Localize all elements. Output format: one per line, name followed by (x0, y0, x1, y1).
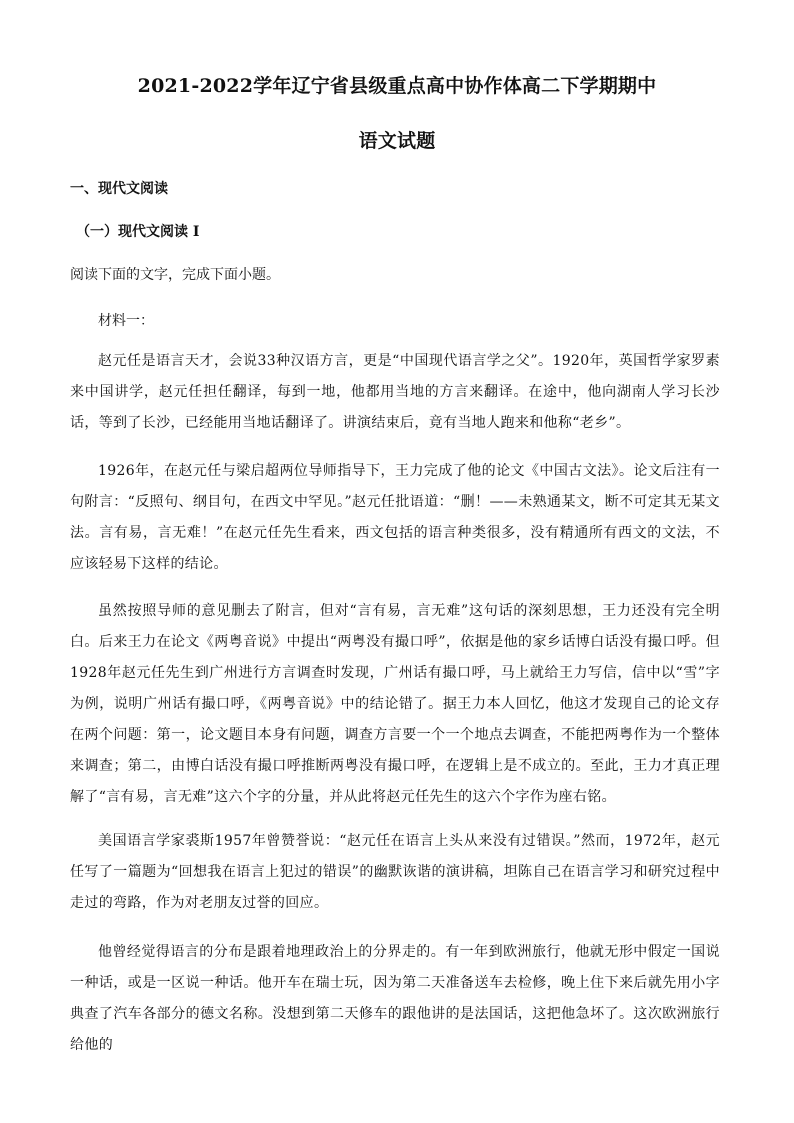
paragraph-4: 美国语言学家裘斯1957年曾赞誉说：“赵元任在语言上头从来没有过错误。”然而，1972年，赵元任写了一篇题为“回想我在语言上犯过的错误”的幽默诙谐的演讲稿，坦陈自己在语言学习和研究过程中走过的弯路，作为对老朋友过誉的回应。 (70, 833, 720, 911)
paragraph-1: 赵元任是语言天才，会说33种汉语方言，更是“中国现代语言学之父”。1920年，英国哲学家罗素来中国讲学，赵元任担任翻译，每到一地，他都用当地的方言来翻译。在途中，他向湖南人学习长沙话，等到了长沙，已经能用当地话翻译了。讲演结束后，竟有当地人跑来和他称“老乡”。 (70, 353, 720, 431)
section-heading: 一、现代文阅读 (70, 181, 168, 197)
material-label: 材料一： (98, 313, 154, 329)
instruction-text: 阅读下面的文字，完成下面小题。 (70, 267, 280, 283)
subsection-heading: （一）现代文阅读 I (76, 224, 200, 240)
subject-title: 语文试题 (358, 130, 436, 152)
paragraph-2: 1926年，在赵元任与梁启超两位导师指导下，王力完成了他的论文《中国古文法》。论文后注有一句附言：“反照句、纲目句，在西文中罕见。”赵元任批语道：“删！——未熟通某文，断不可定其无某文法。言有易，言无难！”在赵元任先生看来，西文包括的语言种类很多，没有精通所有西文的文法，不应该轻易下这样的结论。 (70, 463, 720, 572)
paragraph-3: 虽然按照导师的意见删去了附言，但对“言有易，言无难”这句话的深刻思想，王力还没有完全明白。后来王力在论文《两粤音说》中提出“两粤没有撮口呼”，依据是他的家乡话博白话没有撮口呼。但1928年赵元任先生到广州进行方言调查时发现，广州话有撮口呼，马上就给王力写信，信中以“雪”字为例，说明广州话有撮口呼，《两粤音说》中的结论错了。据王力本人回忆，他这才发现自己的论文存在两个问题：第一，论文题目本身有问题，调查方言要一个一个地点去调查，不能把两粤作为一个整体来调查；第二，由博白话没有撮口呼推断两粤没有撮口呼，在逻辑上是不成立的。至此，王力才真正理解了“言有易，言无难”这六个字的分量，并从此将赵元任先生的这六个字作为座右铭。 (70, 603, 720, 805)
exam-title: 2021-2022学年辽宁省县级重点高中协作体高二下学期期中 (137, 75, 657, 97)
paragraph-5: 他曾经觉得语言的分布是跟着地理政治上的分界走的。有一年到欧洲旅行，他就无形中假定一国说一种话，或是一区说一种话。他开车在瑞士玩，因为第二天准备送车去检修，晚上住下来后就先用小字典查了汽车各部分的德文名称。没想到第二天修车的跟他讲的是法国话，这把他急坏了。这次欧洲旅行给他的 (70, 944, 720, 1053)
